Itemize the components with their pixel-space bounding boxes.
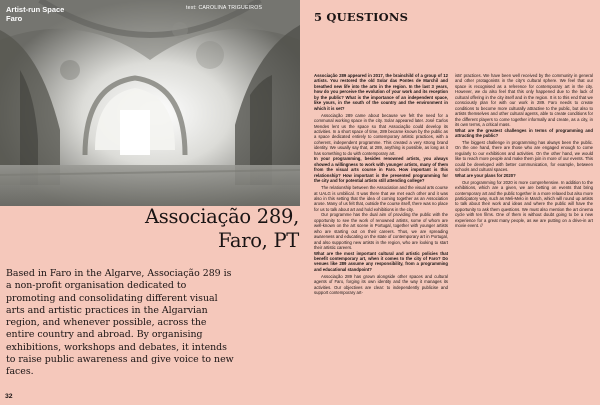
interview-question: What are your plans for 2020? bbox=[455, 172, 516, 178]
section-label bbox=[6, 5, 64, 23]
interview-question: What are the most important cultural and artistic policies that benefit contemporary art, when it comes to the city of Faro? Do venues like 289 assume any responsibility, from a programming and educational standpoint? bbox=[314, 250, 448, 272]
interview-question: What are the greatest challenges in terms of programming and attracting the public? bbox=[455, 127, 593, 138]
interview-answer: The biggest challenge in programming has always been the public. On the one hand, there are those who are engaged enough to come regularly to our exhibitions and activities. On the other hand, we would like to reach more people and make them join in more of our events. This could be developed with better communication, for example, between schools and cultural spaces. bbox=[455, 139, 593, 173]
interview-answer: Associação 289 came about because we felt the need for a communal working space in the city. Solar appeared later. José Carlos Mendes lent us the space so that Associação could develop its activities. In a short space of time, 289 became known by the public as a space dedicated entirely to contemporary artistic practices, with a coherent, independent programme. This created a very strong brand identity. We usually say that, at 289, anything is possible, as long as it has something to do with contemporary art. bbox=[314, 112, 448, 156]
interview-column-1 bbox=[314, 73, 448, 296]
section-label-location: Faro bbox=[6, 14, 23, 23]
article-title-line1: Associação 289, bbox=[144, 205, 299, 228]
interview-question: In your programming, besides renowned artists, you always showed a willingness to work with younger artists, many of them from the visual arts course in Faro. How important is this relationship? How important is the presented programming for the city and for potential artists still attending college? bbox=[314, 156, 448, 184]
author-credit: text: CAROLINA TRIGUEIROS bbox=[186, 5, 263, 11]
section-label-category: Artist-run Space bbox=[6, 5, 65, 14]
article-title-line2: Faro, PT bbox=[217, 229, 299, 252]
article-intro: Based in Faro in the Algarve, Associação 289 is a non-profit organisation dedicated to promoting and consolidating different visual arts and artistic practices in the Algarvian region, and whenever possible, across the entire country and abroad. By organising exhibitions, workshops and debates, it intends to raise public awareness and give voice to new faces. bbox=[6, 268, 234, 378]
photo-illustration bbox=[0, 0, 300, 206]
interview-column-2 bbox=[455, 73, 593, 229]
interview-question: Associação 289 appeared in 2017, the brainchild of a group of 12 artists. You restored the old Solar das Pontes de Marchil and breathed new life into the arts in the region. In the last 3 years, how do you perceive the evolution of your work and its reception by the public? What is the importance of an independent space, like yours, in the south of the country and the environment in which it is set? bbox=[314, 73, 448, 111]
arched-vault-interior-photo bbox=[0, 0, 300, 206]
article-title bbox=[0, 205, 299, 253]
interview-answer: Our programme has the dual aim of providing the public with the opportunity to see the work of renowned artists, some of whom are well-known on the art scene in Portugal, together with younger artists who are starting out on their careers. Thus, we are spreading awareness and educating on the state of contemporary art in Portugal, and also supporting new artists in the region, who are looking to start their artistic careers. bbox=[314, 212, 448, 251]
interview-answer: The relationship between the Association and the visual arts course at UALG is umbilical. It was there that we met each other and it was also in this setting that the idea of coming together as an Association arose. Many of us felt that, outside the course itself, there was no place for us to talk about art and hold exhibitions in the city. bbox=[314, 185, 448, 212]
page-number: 32 bbox=[5, 393, 13, 400]
questions-heading: 5 QUESTIONS bbox=[314, 10, 409, 24]
interview-answer: Associação 289 has grown alongside other spaces and cultural agents of Faro, forging its own identity and the way it manages its activities. Our objectives are clear: to independently publicise and support contemporary art- bbox=[314, 273, 448, 296]
interview-answer-continued: ists' practices. We have been well received by the community in general and other protagonists in the city's cultural sphere. We feel that our space is recognised as a reference for contemporary art in the city. However, we do also feel that this only happened due to the lack of cultural offering in the city itself and in the region. It is to this end that we consciously plan for with our work in 289. Faro needs to create conditions to become more culturally attractive to the public, but also to artists themselves and other cultural agents, able to create conditions for the different players to come together informally and create, as a city, in its own terms, a critical mass. bbox=[455, 73, 593, 128]
interview-answer: Our programming for 2020 is more comprehensive. In addition to the exhibitions, which are a given, we are betting on events that bring contemporary art and the public together in a more relaxed but also more participatory way, such as Meli-Melo in March, which will round up artists to talk about their work and ideas and where the public will have the opportunity to ask them questions. We must also mention the art cinema cycle with ten films. One of them is without doubt going to be a new experience for a great many people, as we are putting on a drive-in art movie event. // bbox=[455, 179, 593, 229]
